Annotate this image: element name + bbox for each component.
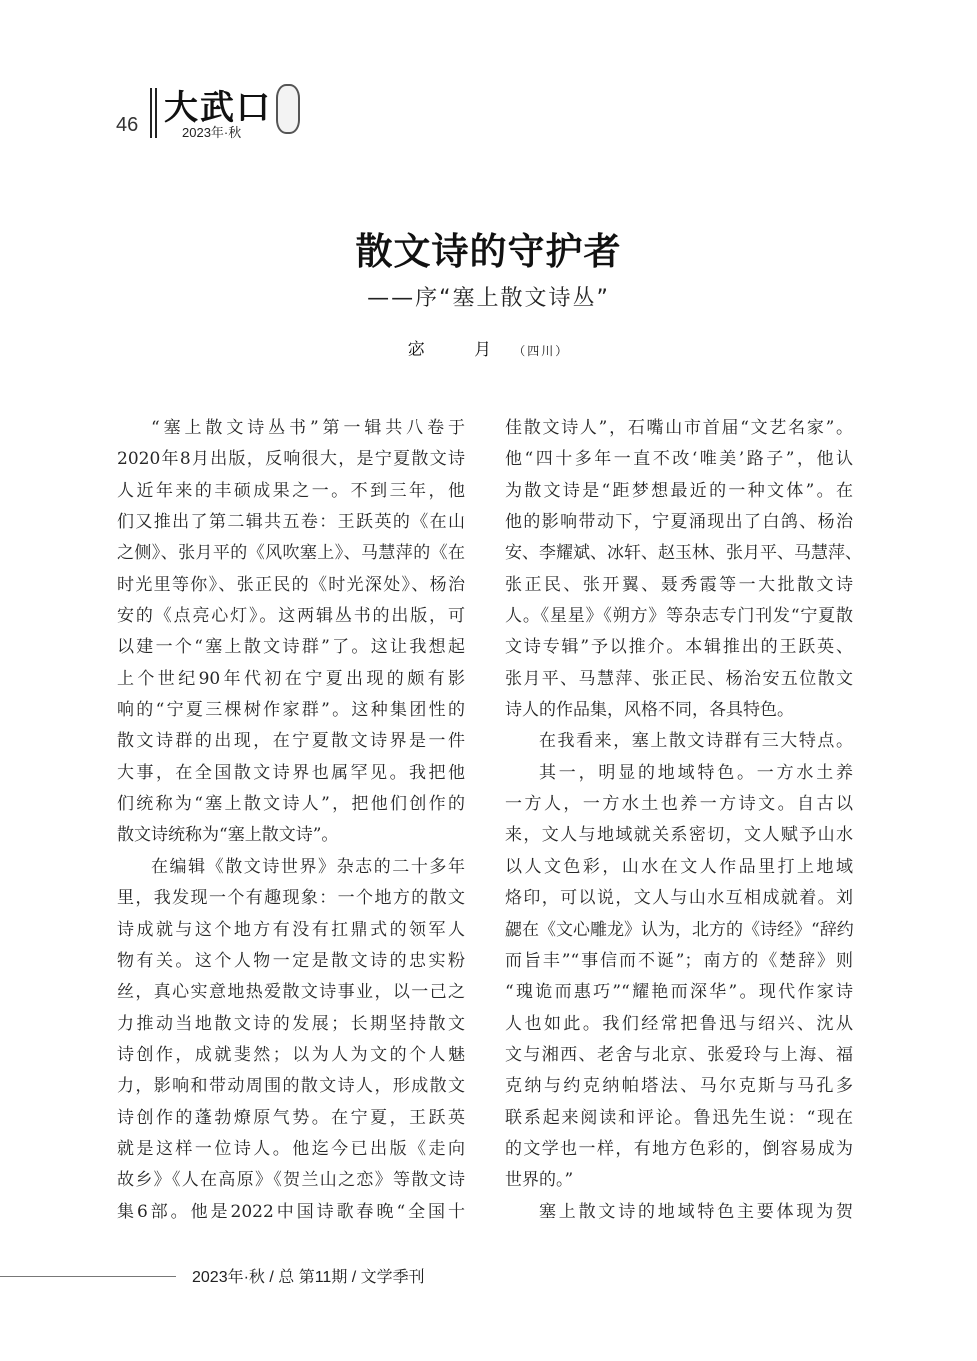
text-line: 以建一个“塞上散文诗群”了。这让我想起 bbox=[117, 637, 465, 658]
text-line: 来，文人与地域就关系密切，文人赋予山水 bbox=[505, 825, 853, 846]
article-title: 散文诗的守护者 bbox=[355, 230, 622, 273]
text-line: 上个世纪90年代初在宁夏出现的颇有影 bbox=[117, 668, 465, 689]
text-line: 的文学也一样，有地方色彩的，倒容易成为 bbox=[505, 1138, 853, 1159]
text-line: 2020年8月出版，反响很大，是宁夏散文诗 bbox=[117, 449, 465, 470]
text-line: 物有关。这个人物一定是散文诗的忠实粉 bbox=[117, 950, 465, 971]
text-line: 他的影响带动下，宁夏涌现出了白鸽、杨治 bbox=[505, 512, 853, 533]
masthead-divider bbox=[150, 88, 152, 138]
text-line: 为散文诗是“距梦想最近的一种文体”。在 bbox=[505, 480, 853, 501]
text-line: 时光里等你》、张正民的《时光深处》、杨治 bbox=[117, 574, 465, 595]
text-line: 诗创作，成就斐然；以为人为文的个人魅 bbox=[117, 1044, 465, 1065]
text-line: 烙印，可以说，文人与山水互相成就着。刘 bbox=[505, 888, 853, 909]
page-number: 46 bbox=[116, 114, 139, 136]
masthead-divider bbox=[155, 88, 157, 138]
text-line: 佳散文诗人”，石嘴山市首届“文艺名家”。 bbox=[505, 418, 853, 438]
text-line: 人。《星星》《朔方》等杂志专门刊发“宁夏散 bbox=[505, 606, 853, 627]
body-column-left bbox=[117, 413, 465, 1228]
text-line: 集6部。他是2022中国诗歌春晚“全国十 bbox=[117, 1201, 465, 1222]
text-line: 张正民、张开翼、聂秀霞等一大批散文诗 bbox=[505, 574, 853, 595]
text-line: 在编辑《散文诗世界》杂志的二十多年 bbox=[151, 856, 465, 877]
text-line: 而旨丰”“事信而不诞”；南方的《楚辞》则 bbox=[505, 950, 853, 971]
text-line: 其一，明显的地域特色。一方水土养 bbox=[539, 762, 853, 783]
author-region: （四川） bbox=[513, 344, 570, 358]
text-line: 们统称为“塞上散文诗人”，把他们创作的 bbox=[117, 794, 465, 815]
text-line: 诗创作的蓬勃燎原气势。在宁夏，王跃英 bbox=[117, 1107, 465, 1128]
text-line: 人近年来的丰硕成果之一。不到三年，他 bbox=[117, 480, 465, 501]
byline bbox=[0, 337, 977, 364]
text-line: 散文诗群的出现，在宁夏散文诗界是一件 bbox=[117, 731, 465, 752]
text-line: 一方人，一方水土也养一方诗文。自古以 bbox=[505, 794, 853, 815]
text-line: 安的《点亮心灯》。这两辑丛书的出版，可 bbox=[117, 606, 465, 627]
footer-rule bbox=[0, 1276, 176, 1277]
article-subtitle: ——序“塞上散文诗丛” bbox=[367, 286, 610, 311]
journal-masthead: 大武口 bbox=[164, 88, 272, 128]
footer-issue-info: 2023年·秋 / 总 第11期 / 文学季刊 bbox=[192, 1269, 425, 1286]
text-line: 在我看来，塞上散文诗群有三大特点。 bbox=[539, 731, 853, 752]
text-line: 大事，在全国散文诗界也属罕见。我把他 bbox=[117, 762, 465, 783]
text-line: 世界的。” bbox=[505, 1170, 574, 1191]
text-line: 文诗专辑”予以推介。本辑推出的王跃英、 bbox=[505, 637, 853, 658]
text-line: 里，我发现一个有趣现象：一个地方的散文 bbox=[117, 888, 465, 909]
text-line: 文与湘西、老舍与北京、张爱玲与上海、福 bbox=[505, 1044, 853, 1065]
text-line: “瑰诡而惠巧”“耀艳而深华”。现代作家诗 bbox=[505, 982, 853, 1003]
text-line: 他“四十多年一直不改‘唯美’路子”，他认 bbox=[505, 449, 853, 470]
text-line: 安、李耀斌、冰轩、赵玉林、张月平、马慧萍、 bbox=[505, 543, 862, 564]
author-name: 宓 月 bbox=[407, 340, 514, 360]
text-line: 之侧》、张月平的《风吹塞上》、马慧萍的《在 bbox=[117, 543, 465, 564]
text-line: 以人文色彩，山水在文人作品里打上地域 bbox=[505, 856, 853, 877]
text-line: 张月平、马慧萍、张正民、杨治安五位散文 bbox=[505, 668, 853, 689]
text-line: 诗成就与这个地方有没有扛鼎式的领军人 bbox=[117, 919, 465, 940]
issue-label: 2023年·秋 bbox=[182, 125, 242, 140]
text-line: 力，影响和带动周围的散文诗人，形成散文 bbox=[117, 1076, 465, 1097]
text-line: 散文诗统称为“塞上散文诗”。 bbox=[117, 825, 339, 846]
body-column-right bbox=[505, 413, 862, 1228]
text-line: 克纳与约克纳帕塔法、马尔克斯与马孔多 bbox=[505, 1076, 853, 1097]
text-line: 诗人的作品集，风格不同，各具特色。 bbox=[505, 700, 794, 721]
seal-icon bbox=[276, 84, 300, 134]
text-line: 联系起来阅读和评论。鲁迅先生说：“现在 bbox=[505, 1107, 853, 1128]
text-line: 人也如此。我们经常把鲁迅与绍兴、沈从 bbox=[505, 1013, 853, 1034]
text-line: 响的“宁夏三棵树作家群”。这种集团性的 bbox=[117, 700, 465, 721]
text-line: 力推动当地散文诗的发展；长期坚持散文 bbox=[117, 1013, 465, 1034]
text-line: 故乡》《人在高原》《贺兰山之恋》等散文诗 bbox=[117, 1170, 465, 1191]
text-line: 丝，真心实意地热爱散文诗事业，以一己之 bbox=[117, 982, 465, 1003]
text-line: 塞上散文诗的地域特色主要体现为贺 bbox=[539, 1201, 853, 1222]
text-line: “塞上散文诗丛书”第一辑共八卷于 bbox=[151, 418, 465, 438]
text-line: 勰在《文心雕龙》认为，北方的《诗经》“辞约 bbox=[505, 919, 854, 940]
text-line: 们又推出了第二辑共五卷：王跃英的《在山 bbox=[117, 512, 465, 533]
text-line: 就是这样一位诗人。他迄今已出版《走向 bbox=[117, 1138, 465, 1159]
